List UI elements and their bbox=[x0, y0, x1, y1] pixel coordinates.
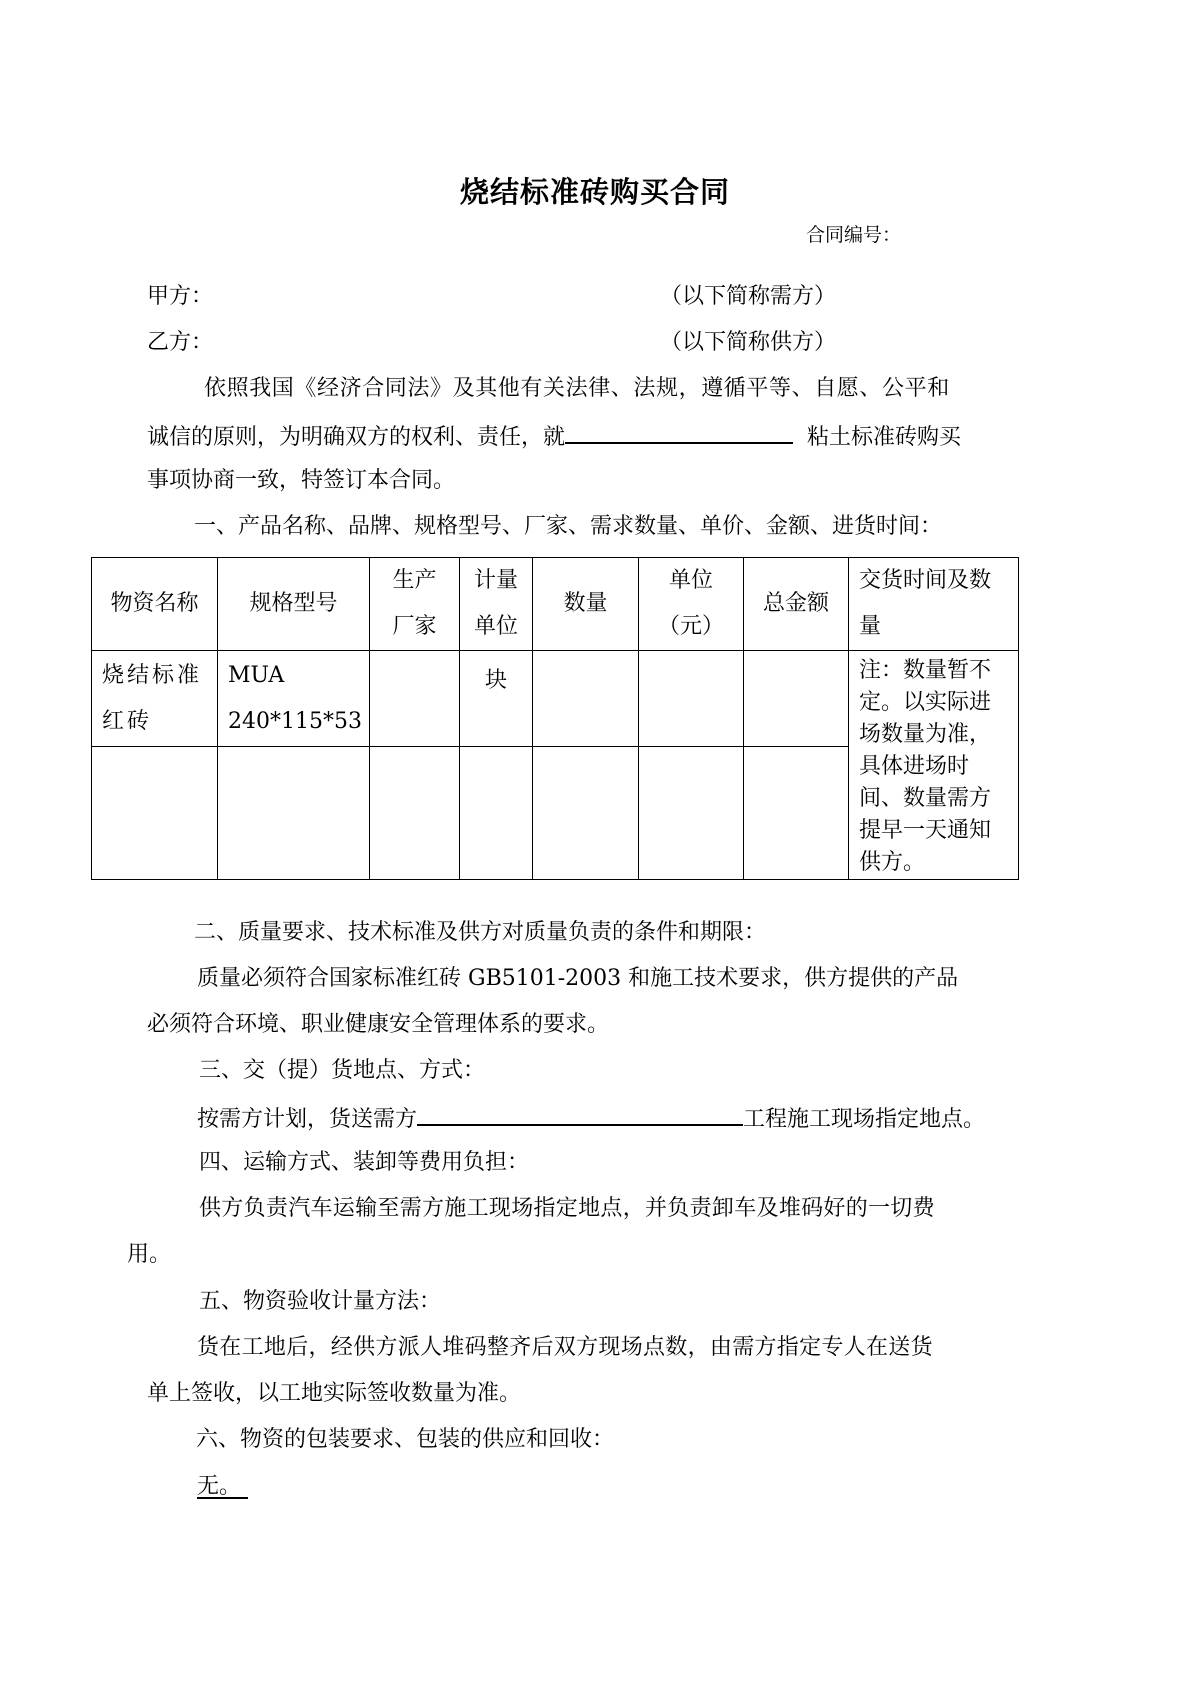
goods-table bbox=[91, 557, 1019, 880]
header-unit-price: 单位 （元） bbox=[639, 558, 744, 651]
section-3-heading: 三、交（提）货地点、方式： bbox=[199, 1058, 486, 1083]
section-2-line-2: 必须符合环境、职业健康安全管理体系的要求。 bbox=[147, 1012, 610, 1037]
cell-spec-model: MUA 240*115*53 bbox=[218, 651, 370, 747]
section-1-heading: 一、产品名称、品牌、规格型号、厂家、需求数量、单价、金额、进货时间： bbox=[194, 514, 943, 539]
product-blank-line bbox=[565, 420, 793, 444]
section-3-line-pre: 按需方计划，货送需方 bbox=[197, 1107, 418, 1132]
intro-line-3: 事项协商一致，特签订本合同。 bbox=[147, 468, 456, 493]
header-material-name: 物资名称 bbox=[92, 558, 218, 651]
party-a-note: （以下简称需方） bbox=[660, 284, 837, 309]
party-a-label: 甲方： bbox=[147, 284, 214, 309]
section-3-line bbox=[197, 1102, 985, 1135]
section-2-line-1: 质量必须符合国家标准红砖 GB5101-2003 和施工技术要求，供方提供的产品 bbox=[197, 966, 959, 991]
party-b-note: （以下简称供方） bbox=[660, 330, 837, 355]
cell-empty bbox=[744, 747, 849, 880]
intro-line-1: 依照我国《经济合同法》及其他有关法律、法规，遵循平等、自愿、公平和 bbox=[204, 376, 950, 401]
project-blank-line bbox=[417, 1102, 743, 1126]
intro-line-2-post: 粘土标准砖购买 bbox=[807, 425, 962, 450]
cell-empty bbox=[218, 747, 370, 880]
header-delivery: 交货时间及数 量 bbox=[849, 558, 1019, 651]
header-spec-model: 规格型号 bbox=[218, 558, 370, 651]
cell-material-name: 烧结标准 红砖 bbox=[92, 651, 218, 747]
section-4-line-1: 供方负责汽车运输至需方施工现场指定地点，并负责卸车及堆码好的一切费 bbox=[199, 1196, 935, 1221]
cell-empty bbox=[533, 747, 639, 880]
header-unit: 计量 单位 bbox=[460, 558, 533, 651]
section-6-line-1 bbox=[197, 1472, 248, 1502]
header-quantity: 数量 bbox=[533, 558, 639, 651]
table-row bbox=[92, 651, 1019, 747]
section-4-heading: 四、运输方式、装卸等费用负担： bbox=[199, 1150, 530, 1175]
section-5-line-1: 货在工地后，经供方派人堆码整齐后双方现场点数，由需方指定专人在送货 bbox=[197, 1335, 933, 1360]
contract-number-label: 合同编号： bbox=[806, 224, 902, 246]
section-6-answer: 无。 bbox=[197, 1474, 242, 1499]
section-4-line-2: 用。 bbox=[127, 1242, 172, 1267]
cell-unit-price bbox=[639, 651, 744, 747]
document-title: 烧结标准砖购买合同 bbox=[459, 175, 730, 209]
section-5-heading: 五、物资验收计量方法： bbox=[199, 1289, 442, 1314]
party-b-label: 乙方： bbox=[147, 330, 214, 355]
section-3-line-post: 工程施工现场指定地点。 bbox=[743, 1107, 986, 1132]
header-total-amount: 总金额 bbox=[744, 558, 849, 651]
header-manufacturer: 生产 厂家 bbox=[370, 558, 460, 651]
intro-line-2 bbox=[147, 420, 961, 453]
section-2-heading: 二、质量要求、技术标准及供方对质量负责的条件和期限： bbox=[194, 920, 767, 945]
cell-empty bbox=[92, 747, 218, 880]
cell-empty bbox=[639, 747, 744, 880]
cell-empty bbox=[460, 747, 533, 880]
cell-unit: 块 bbox=[460, 651, 533, 747]
cell-manufacturer bbox=[370, 651, 460, 747]
table-header-row bbox=[92, 558, 1019, 651]
intro-line-2-pre: 诚信的原则，为明确双方的权利、责任，就 bbox=[147, 425, 566, 450]
section-6-heading: 六、物资的包装要求、包装的供应和回收： bbox=[196, 1427, 615, 1452]
cell-quantity bbox=[533, 651, 639, 747]
cell-empty bbox=[370, 747, 460, 880]
section-5-line-2: 单上签收，以工地实际签收数量为准。 bbox=[147, 1381, 522, 1406]
cell-total-amount bbox=[744, 651, 849, 747]
cell-delivery-note: 注：数量暂不定。以实际进场数量为准，具体进场时间、数量需方提早一天通知供方。 bbox=[849, 651, 1019, 880]
